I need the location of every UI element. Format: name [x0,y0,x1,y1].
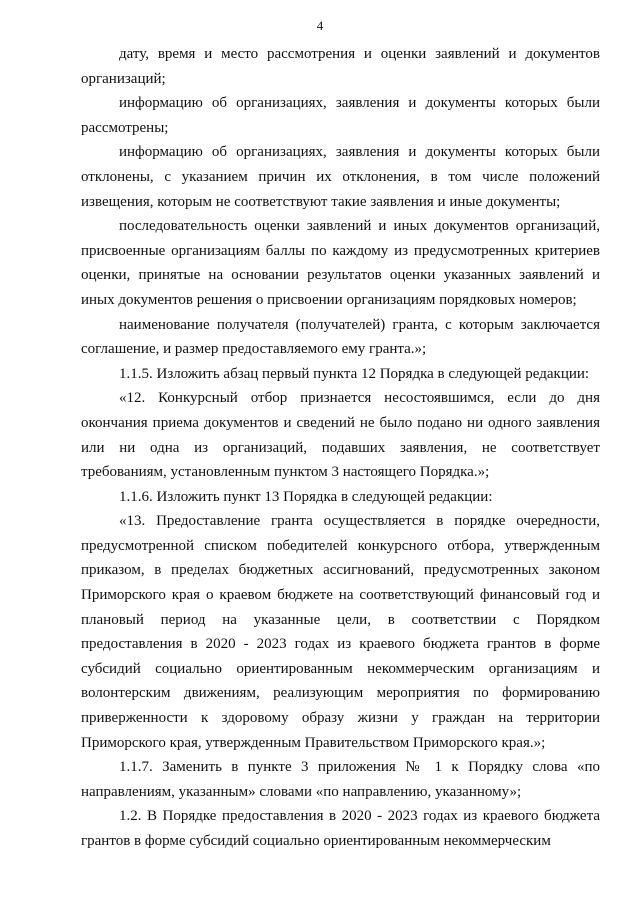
paragraph-grant-recipient: наименование получателя (получателей) гранта, с которым заключается соглашение, и размер предоставляемого ему гранта.»; [81,316,600,358]
paragraph-item-1-1-7: 1.1.7. Заменить в пункте 3 приложения № 1 к Порядку слова «по направлениям, указанным» словами «по направлению, указанному»; [81,759,600,800]
paragraph-rejected-orgs: информацию об организациях, заявления и документы которых были отклонены, с указанием причин их отклонения, в том числе положений извещения, которым не соответствуют такие заявления и иные документы; [81,144,600,210]
paragraph-item-1-2: 1.2. В Порядке предоставления в 2020 - 2023 годах из краевого бюджета грантов в форме субсидий социально ориентированным некоммерческим [81,808,600,849]
paragraph-meeting-info: дату, время и место рассмотрения и оценки заявлений и документов организаций; [81,46,600,87]
document-body [81,42,600,854]
paragraph-item-1-1-5: 1.1.5. Изложить абзац первый пункта 12 Порядка в следующей редакции: [119,365,590,382]
paragraph-reviewed-orgs: информацию об организациях, заявления и документы которых были рассмотрены; [81,95,600,136]
paragraph-evaluation-order: последовательность оценки заявлений и иных документов организаций, присвоенные организациям баллы по каждому из предусмотренных критериев оценки, принятые на основании результатов оценки указанных заявлений и иных документов решения о присвоении организациям порядковых номеров; [81,218,600,308]
paragraph-point-12: «12. Конкурсный отбор признается несостоявшимся, если до дня окончания приема документов и сведений не было подано ни одного заявления или ни одна из организаций, подавших заявления, не соответствует требованиям, установленным пунктом 3 настоящего Порядка.»; [81,390,600,481]
page-number: 4 [316,18,324,33]
paragraph-item-1-1-6: 1.1.6. Изложить пункт 13 Порядка в следующей редакции: [119,488,493,505]
paragraph-point-13: «13. Предоставление гранта осуществляется в порядке очередности, предусмотренной списком победителей конкурсного отбора, утвержденным приказом, в пределах бюджетных ассигнований, предусмотренных законом Приморского края о краевом бюджете на соответствующий финансовый год и плановый период на указанные цели, в соответствии с Порядком предоставления в 2020 - 2023 годах из краевого бюджета грантов в форме субсидий социально ориентированным некоммерческим организациям и волонтерским движениям, реализующим мероприятия по формированию приверженности к здоровому образу жизни у граждан на территории Приморского края, утвержденным Правительством Приморского края.»; [81,513,600,751]
